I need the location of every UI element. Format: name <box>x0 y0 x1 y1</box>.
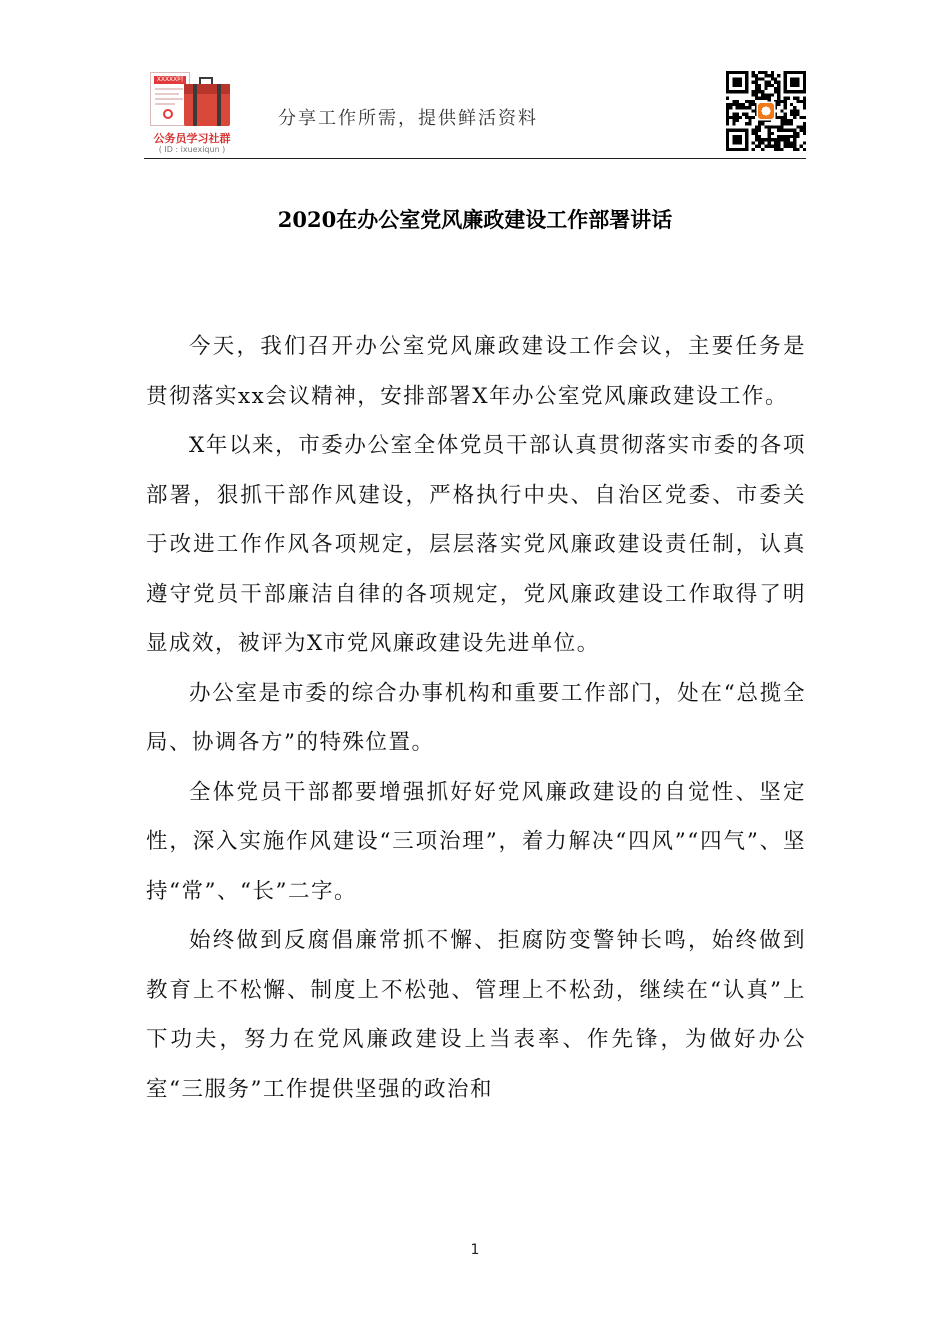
paragraph: 始终做到反腐倡廉常抓不懈、拒腐防变警钟长鸣，始终做到教育上不松懈、制度上不松弛、管理上不松劲，继续在“认真”上下功夫，努力在党风廉政建设上当表率、作先锋，为做好办公室“三服务”工作提供坚强的政治和 <box>146 928 806 1102</box>
page-number: 1 <box>470 1242 480 1258</box>
logo-tag: XXXXX阿 <box>154 76 186 84</box>
header-slogan: 分享工作所需，提供鲜活资料 <box>278 108 538 129</box>
briefcase-handle <box>199 77 213 84</box>
doc-line <box>155 98 183 100</box>
paragraph: 全体党员干部都要增强抓好好党风廉政建设的自觉性、坚定性，深入实施作风建设“三项治理”，着力解决“四风”“四气”、坚持“常”、“长”二字。 <box>146 779 806 904</box>
doc-line <box>155 93 179 95</box>
briefcase-document-logo-icon <box>144 70 240 154</box>
paragraph: 今天，我们召开办公室党风廉政建设工作会议，主要任务是贯彻落实xx会议精神，安排部署X年办公室党风廉政建设工作。 <box>146 334 806 409</box>
briefcase-strap <box>217 84 221 126</box>
page-header <box>144 66 806 156</box>
paragraph: X年以来，市委办公室全体党员干部认真贯彻落实市委的各项部署，狠抓干部作风建设，严格执行中央、自治区党委、市委关于改进工作作风各项规定，层层落实党风廉政建设责任制，认真遵守党员干部廉洁自律的各项规定，党风廉政建设工作取得了明显成效，被评为X市党风廉政建设先进单位。 <box>146 433 806 656</box>
paragraph: 办公室是市委的综合办事机构和重要工作部门，处在“总揽全局、协调各方”的特殊位置。 <box>146 680 806 755</box>
doc-line <box>155 88 183 90</box>
briefcase-strap <box>193 84 197 126</box>
doc-line <box>155 103 175 105</box>
qr-code-icon <box>726 71 806 151</box>
document-title: 2020在办公室党风廉政建设工作部署讲话 <box>277 207 673 232</box>
seal-icon <box>163 109 173 119</box>
briefcase-flap <box>184 84 230 94</box>
header-divider <box>144 158 806 159</box>
document-body <box>146 322 806 1114</box>
logo-id: ( ID : ixuexiqun ) <box>158 145 226 154</box>
logo-name: 公务员学习社群 <box>153 132 231 145</box>
briefcase-icon <box>184 84 230 126</box>
